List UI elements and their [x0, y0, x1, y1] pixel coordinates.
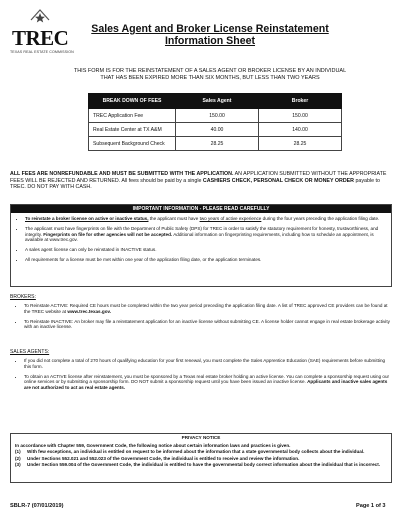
not-authorized-warning: Applicants and inactive sales agents are not authorized to act as real estate agents. — [24, 379, 388, 391]
table-row — [89, 109, 342, 123]
privacy-notice-header: PRIVACY NOTICE — [181, 435, 221, 440]
list-item: • A sales agent license can only be reinstated in INACTIVE status. — [25, 247, 391, 253]
fee-sales-agent: 28.25 — [176, 137, 259, 151]
title-line-2: Information Sheet — [164, 35, 256, 47]
privacy-item-text: Under Section 559.004 of the Government Code, the individual is entitled to have the governmental body correct information about the individual that is incorrect. — [27, 462, 381, 468]
fingerprint-warning: Fingerprints on file for other agencies will not be accepted. — [43, 231, 173, 237]
fee-name: Real Estate Center at TX A&M — [89, 123, 176, 137]
sales-agents-section — [10, 349, 390, 395]
fee-broker: 140.00 — [259, 123, 342, 137]
star-roof-icon — [30, 8, 50, 26]
list-item-text: To obtain an ACTIVE license after reinstatement, you must be sponsored by a Texas real estate broker holding an active license. You can complete a sponsorship request using our online services or by submitting a sponsorship form. DO NOT submit a sponsorship request until you have been issued an inactive license. — [24, 373, 390, 385]
fees-notice — [10, 171, 388, 191]
form-purpose-statement: THIS FORM IS FOR THE REINSTATEMENT OF A SALES AGENT OR BROKER LICENSE BY AN INDIVIDUAL THAT HAS BEEN EXPIRED MORE THAN SIX MONTHS, BUT LESS THAN TWO YEARS — [73, 68, 347, 81]
list-item-text: Additional information on fingerprinting requirements, including how to schedule an appointment, is available at www.trec.gov. — [25, 231, 374, 243]
list-item: • If you did not complete a total of 270 hours of qualifying education for your first renewal, you must complete the Sales Apprentice Education (SAE) requirements before submitting this form. — [24, 358, 390, 370]
page-title — [90, 23, 330, 47]
fees-nonrefundable-text: ALL FEES ARE NONREFUNDABLE AND MUST BE SUBMITTED WITH THE APPLICATION. — [10, 171, 234, 177]
privacy-item-text: With few exceptions, an individual is entitled on request to be informed about the information that a state governmental body collects about the individual. — [27, 449, 365, 455]
fee-broker: 150.00 — [259, 109, 342, 123]
fee-sales-agent: 40.00 — [176, 123, 259, 137]
fee-name: TREC Application Fee — [89, 109, 176, 123]
logo-subtitle: TEXAS REAL ESTATE COMMISSION — [10, 50, 74, 54]
privacy-item — [11, 448, 391, 455]
sales-agents-list — [10, 358, 390, 391]
form-id: SBLR-7 (07/01/2019) — [10, 503, 64, 509]
privacy-notice-box — [10, 433, 392, 483]
list-item — [25, 216, 391, 222]
payment-methods-text: CASHIERS CHECK, PERSONAL CHECK OR MONEY ORDER — [202, 177, 354, 184]
table-row — [89, 137, 342, 151]
column-header: BREAK DOWN OF FEES — [89, 94, 176, 109]
logo-wordmark: TREC — [12, 26, 69, 50]
trec-website-link[interactable]: www.trec.texas.gov. — [67, 308, 111, 314]
privacy-item-number: (2) — [15, 455, 21, 461]
list-item-text: the applicant must have — [148, 216, 200, 221]
brokers-label: BROKERS: — [10, 294, 36, 300]
list-item-text: The applicant must have fingerprints on file with the Department of Public Safety (DPS) for TREC in order to satisfy the statutory requirement for honesty, trustworthiness, and integrity. — [25, 225, 379, 237]
column-header: Sales Agent — [176, 94, 259, 109]
experience-requirement: two years of active experience — [199, 216, 262, 221]
privacy-item-text: Under Sections 552.021 and 552.023 of the Government Code, the individual is entitled to receive and review the information. — [27, 455, 300, 461]
fees-payable-text: payable to TREC. DO NOT PAY WITH CASH. — [10, 177, 380, 191]
title-line-1: Sales Agent and Broker License Reinstatement — [91, 23, 329, 35]
fee-name: Subsequent Background Check — [89, 137, 176, 151]
column-header: Broker — [259, 94, 342, 109]
important-info-box — [10, 204, 392, 287]
list-item — [25, 226, 391, 243]
privacy-item — [11, 455, 391, 462]
table-row — [89, 123, 342, 137]
broker-reinstate-heading: To reinstate a broker license on active or inactive status, — [25, 216, 149, 221]
brokers-list — [10, 303, 390, 330]
list-item-text: To Reinstate ACTIVE: Required CE hours must be completed within the two year period preceding the application filing date. A list of TREC approved CE providers can be found at the TREC website at — [24, 303, 388, 314]
list-item — [24, 374, 390, 391]
important-info-header: IMPORTANT INFORMATION - PLEASE READ CAREFULLY — [11, 205, 391, 213]
fees-rejection-text: AN APPLICATION SUBMITTED WITHOUT THE APPROPRIATE FEES WILL BE REJECTED AND RETURNED. All fees should be paid by a single — [10, 171, 387, 184]
page-number: Page 1 of 3 — [356, 503, 386, 509]
fee-breakdown-table — [88, 93, 342, 151]
privacy-item-number: (3) — [15, 462, 21, 468]
fee-sales-agent: 150.00 — [176, 109, 259, 123]
table-header-row — [89, 94, 342, 109]
list-item — [24, 303, 390, 315]
privacy-item-number: (1) — [15, 449, 21, 455]
brokers-section — [10, 294, 390, 334]
sales-agents-label: SALES AGENTS: — [10, 349, 50, 355]
important-info-list — [11, 216, 391, 263]
privacy-item — [11, 461, 391, 468]
list-item: • To Reinstate INACTIVE: An broker may file a reinstatement application for an inactive license without submitting CE. A license holder cannot engage in real estate brokerage activity with an inactive license. — [24, 319, 390, 331]
list-item: • All requirements for a license must be met within one year of the application filing date, or the application terminates. — [25, 257, 391, 263]
privacy-intro: In accordance with Chapter 559, Government Code, the following notice about certain information laws and practices is given. — [15, 442, 291, 448]
list-item-text: during the four years preceding the application filing date. — [261, 216, 380, 221]
fee-broker: 28.25 — [259, 137, 342, 151]
